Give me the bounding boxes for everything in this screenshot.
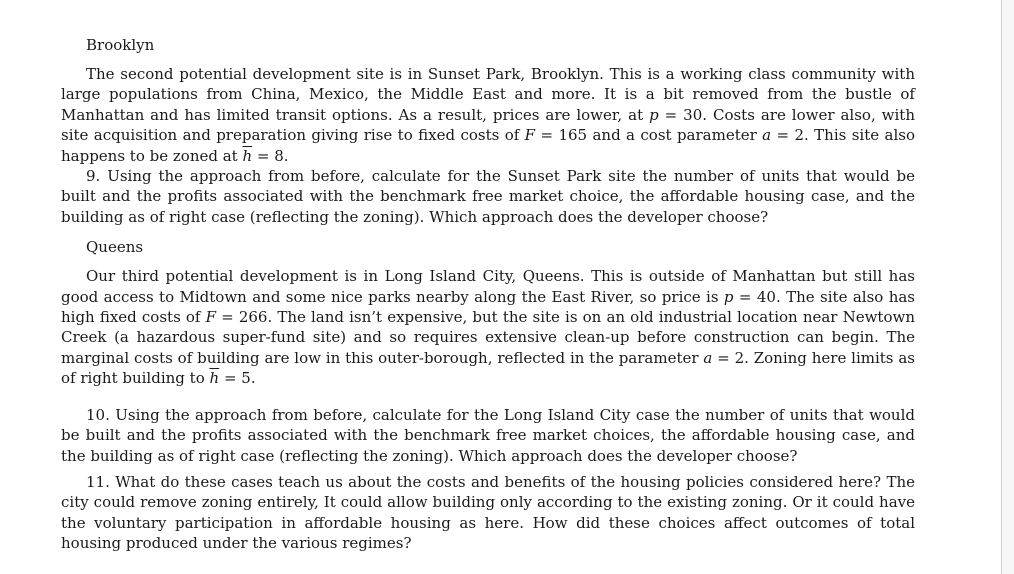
brooklyn-heading: Brooklyn — [86, 36, 155, 54]
queens-heading: Queens — [86, 238, 144, 257]
price-variable: p — [723, 287, 734, 306]
price-variable: p — [649, 105, 659, 124]
cost-parameter-variable: a — [762, 126, 772, 145]
question-10: 10. Using the approach from before, calculate for the Long Island City case the number of units that would be built and the profits associated with the benchmark free market choices, the affordable housing case, and the building as of right case (reflecting the zoning). Which approach does the developer choose? — [61, 405, 915, 465]
brooklyn-text-4: = 2. This site also happens to be zoned at — [61, 126, 915, 165]
window-right-edge — [1001, 0, 1014, 574]
queens-text-5: = 5. — [219, 369, 256, 388]
brooklyn-paragraph — [61, 64, 915, 166]
zoning-h-bar-variable: $\overline{h}$ — [209, 369, 220, 388]
brooklyn-text-3: = 165 and a cost parameter — [535, 126, 763, 145]
question-9: 9. Using the approach from before, calculate for the Sunset Park site the number of units that would be built and the profits associated with the benchmark free market choice, the affordable housing case, and the building as of right case (reflecting the zoning). Which approach does the developer choose? — [61, 167, 915, 226]
brooklyn-text-1: The second potential development site is in Sunset Park, Brooklyn. This is a working class community with large populations from China, Mexico, the Middle East and more. It is a bit removed from the bustle of Manhattan and has limited transit options. As a result, prices are lower, at — [61, 65, 915, 124]
queens-text-2: = 40. The site also has high fixed costs of — [61, 287, 916, 327]
fixed-cost-variable: F — [205, 308, 217, 327]
zoning-h-bar-variable: $\overline{h}$ — [242, 146, 253, 165]
queens-text-1: Our third potential development is in Long Island City, Queens. This is outside of Manhattan but still has good access to Midtown and some nice parks nearby along the East River, so price is — [61, 267, 915, 306]
fixed-cost-variable: F — [524, 126, 536, 145]
brooklyn-text-2: = 30. Costs are lower also, with site acquisition and preparation giving rise to fixed costs of — [61, 105, 915, 145]
document-page — [61, 34, 915, 554]
brooklyn-text-5: = 8. — [252, 146, 289, 165]
queens-text-3: = 266. The land isn’t expensive, but the site is on an old industrial location near Newtown Creek (a hazardous super-fund site) and so requires extensive clean-up before construction can begin. The marginal costs of building are low in this outer-borough, reflected in the parameter — [61, 308, 915, 367]
cost-parameter-variable: a — [703, 348, 713, 367]
question-11: 11. What do these cases teach us about the costs and benefits of the housing policies considered here? The city could remove zoning entirely, It could allow building only according to the existing zoning. Or it could have the voluntary participation in affordable housing as here. How did these choices affect outcomes of total housing produced under the various regimes? — [61, 472, 915, 553]
queens-paragraph — [61, 266, 915, 388]
queens-text-4: = 2. Zoning here limits as of right building to — [61, 348, 915, 388]
